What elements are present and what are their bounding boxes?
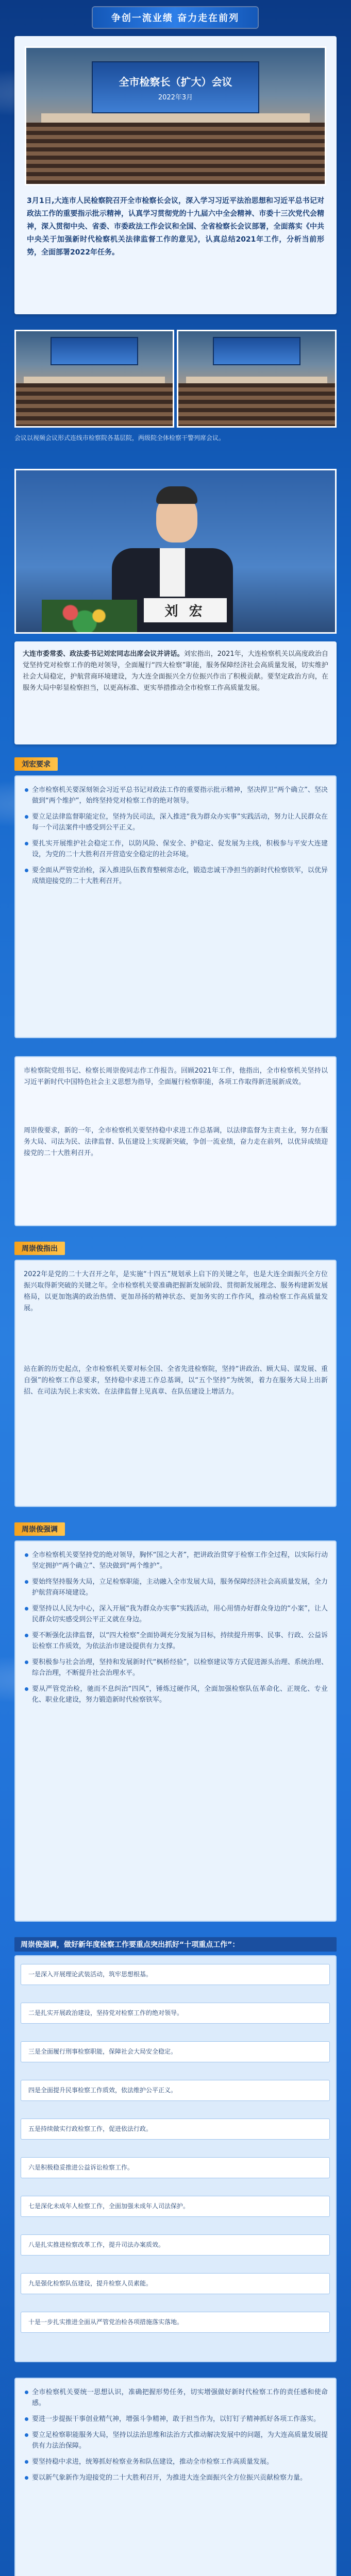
task-item: 九是强化检察队伍建设，提升检察人员素能。 — [21, 2273, 330, 2294]
requirements-card — [14, 775, 337, 1038]
banner-title: 争创一流业绩 奋力走在前列 — [111, 13, 240, 24]
meeting-screen — [51, 337, 138, 365]
list-item: 要从严管党治检，驰而不息纠治“四风”，锤炼过硬作风，全面加强检察队伍革命化、正规化、专业化、职业化建设，努力锻造新时代检察铁军。 — [24, 1684, 328, 1705]
zhou-stressed-list — [24, 1550, 328, 1710]
flowers — [42, 600, 138, 632]
list-item: 要立足检察职能服务大局，坚持以法治思维和法治方式推动解决发展中的问题，为大连高质量发展提供有力法治保障。 — [24, 2430, 328, 2451]
task-item: 七是深化未成年人检察工作，全面加强未成年人司法保护。 — [21, 2196, 330, 2217]
photo-caption: 会议以视频会议形式连线市检察院各基层院，两级院全体检察干警列席会议。 — [14, 434, 225, 442]
section-tag-requirements: 刘宏要求 — [14, 757, 58, 771]
header-banner — [93, 7, 258, 28]
audience-rows — [16, 383, 173, 426]
task-item: 十是一步扎实推进全面从严管党治检各项措施落实落地。 — [21, 2312, 330, 2333]
zhou-stressed-card — [14, 1540, 337, 1922]
list-item: 要全面从严管党治检，深入推进队伍教育整顿常态化，锻造忠诚干净担当的新时代检察铁军，以优异成绩迎接党的二十大胜利召开。 — [24, 865, 328, 887]
section-tag-zhou-pointed: 周崇俊指出 — [14, 1242, 65, 1255]
list-item: 要进一步提振干事创业精气神，增强斗争精神，敢于担当作为，以钉钉子精神抓好各项工作落实。 — [24, 2414, 328, 2425]
list-item: 要积极参与社会治理，坚持和发展新时代“枫桥经验”，以检察建议等方式促进源头治理、系统治理、综合治理，不断提升社会治理水平。 — [24, 1657, 328, 1679]
name-plate: 刘 宏 — [144, 598, 227, 622]
closing-list — [24, 2387, 328, 2488]
meeting-screen — [92, 61, 259, 113]
task-item: 八是扎实推进检察改革工作，提升司法办案质效。 — [21, 2234, 330, 2256]
meeting-screen — [213, 337, 300, 365]
intro-text: 3月1日,大连市人民检察院召开全市检察长会议，深入学习习近平法治思想和习近平总书记对政法工作的重要指示批示精神，认真学习贯彻党的十九届六中全会精神、市委十三次党代会精神，深入贯彻中央、省委、市委政法工作会议和全国、全省检察长会议部署，全面落实《中共中央关于加强新时代检察机关法律监督工作的意见》，认真总结2021年工作，分析当前形势，全面部署2022年任务。 — [27, 197, 324, 257]
task-item: 五是持续做实行政检察工作，促进依法行政。 — [21, 2119, 330, 2140]
review-text-1: 市检察院党组书记、检察长周崇俊同志作工作报告。回顾2021年工作，他指出，全市检察机关坚持以习近平新时代中国特色社会主义思想为指导，全面履行检察职能，各项工作取得新进展新成效。 — [24, 1067, 328, 1086]
screen-date: 2022年3月 — [158, 93, 193, 101]
task-item: 二是扎实开展政治建设，坚持党对检察工作的绝对领导。 — [21, 2003, 330, 2024]
task-item: 四是全面提升民事检察工作质效，依法维护公平正义。 — [21, 2080, 330, 2101]
zhou-pointed-p2: 站在新的历史起点，全市检察机关要对标全国、全省先进检察院，坚持“讲政治、顾大局、谋发展、重自强”的检察工作总要求，坚持稳中求进工作总基调，以“五个坚持”为统领，着力在服务大局上出新招、在司法为民上求实效、在法律监督上见真章、在队伍建设上增活力。 — [24, 1365, 328, 1396]
speech-card — [14, 641, 337, 744]
meeting-photo — [25, 46, 326, 185]
list-item: 要始终坚持服务大局，立足检察职能，主动融入全市发展大局，服务保障经济社会高质量发展，全力护航营商环境建设。 — [24, 1577, 328, 1598]
intro-card — [14, 36, 337, 314]
review-text-2: 周崇俊要求，新的一年，全市检察机关要坚持稳中求进工作总基调，以法律监督为主责主业，努力在服务大局、司法为民、法律监督、队伍建设上实现新突破，争创一流业绩，奋力走在前列，以优异成绩迎接党的二十大胜利召开。 — [24, 1127, 328, 1157]
list-item: 全市检察机关要深刻领会习近平总书记对政法工作的重要指示批示精神，坚决捍卫“两个确立”、坚决做到“两个维护”，始终坚持党对检察工作的绝对领导。 — [24, 785, 328, 806]
task-item: 六是积极稳妥推进公益诉讼检察工作。 — [21, 2157, 330, 2178]
speaker-shirt — [160, 548, 186, 597]
list-item: 要扎实开展维护社会稳定工作，以防风险、保安全、护稳定、促发展为主线，积极参与平安大连建设，为党的二十大胜利召开营造安全稳定的社会环境。 — [24, 838, 328, 860]
meeting-photo-left — [14, 330, 174, 428]
speech-text — [23, 649, 328, 694]
closing-card — [14, 2378, 337, 2576]
list-item: 要坚持稳中求进，统筹抓好检察业务和队伍建设，推动全市检察工作高质量发展。 — [24, 2456, 328, 2467]
audience-rows — [26, 123, 325, 184]
task-item: 三是全面履行刑事检察职能，保障社会大局安全稳定。 — [21, 2041, 330, 2062]
section-tag-ten-tasks: 周崇俊强调，做好新年度检察工作要重点突出抓好“十项重点工作”： — [14, 1937, 337, 1952]
speech-body: 刘宏指出，2021年，大连检察机关以高度政治自觉坚持党对检察工作的绝对领导，全面履行“四大检察”职能，服务保障经济社会高质量发展，切实维护社会大局稳定，护航营商环境建设，为大连全面振兴全方位振兴作出了积极贡献。要坚定政治方向，在服务大局中彰显检察担当，以更高标准、更实举措推动全市检察工作高质量发展。 — [23, 650, 328, 692]
zhou-pointed-p1: 2022年是党的二十大召开之年，是实施“十四五”规划承上启下的关键之年，也是大连全面振兴全方位振兴取得新突破的关键之年。全市检察机关要准确把握新发展阶段、贯彻新发展理念、服务构建新发展格局，以更加饱满的政治热情、更加昂扬的精神状态、更加务实的工作作风，推动检察工作高质量发展。 — [24, 1270, 328, 1312]
audience-rows — [178, 383, 335, 426]
meeting-photo-right — [177, 330, 337, 428]
review-card — [14, 1056, 337, 1226]
screen-title: 全市检察长（扩大）会议 — [119, 75, 232, 88]
list-item: 要立足法律监督职能定位，坚持为民司法，深入推进“我为群众办实事”实践活动，努力让人民群众在每一个司法案件中感受到公平正义。 — [24, 811, 328, 833]
list-item: 要不断强化法律监督，以“四大检察”全面协调充分发展为目标，持续提升刑事、民事、行政、公益诉讼检察工作质效，为依法治市建设提供有力支撑。 — [24, 1630, 328, 1652]
speaker-photo — [14, 469, 337, 634]
list-item: 要以新气象新作为迎接党的二十大胜利召开，为推进大连全面振兴全方位振兴贡献检察力量。 — [24, 2472, 328, 2483]
list-item: 要坚持以人民为中心，深入开展“我为群众办实事”实践活动，用心用情办好群众身边的“小案”，让人民群众切实感受到公平正义就在身边。 — [24, 1603, 328, 1625]
speaker-hair — [156, 486, 197, 504]
list-item: 全市检察机关要统一思想认识，准确把握形势任务，切实增强做好新时代检察工作的责任感和使命感。 — [24, 2387, 328, 2409]
requirements-list — [24, 785, 328, 892]
list-item: 全市检察机关要坚持党的绝对领导，胸怀“国之大者”，把讲政治贯穿于检察工作全过程，以实际行动坚定拥护“两个确立”、坚决做到“两个维护”。 — [24, 1550, 328, 1571]
speech-lead: 大连市委常委、政法委书记刘宏同志出席会议并讲话。 — [23, 650, 184, 658]
task-item: 一是深入开展理论武装活动，筑牢思想根基。 — [21, 1964, 330, 1985]
zhou-pointed-card — [14, 1260, 337, 1507]
section-tag-zhou-stressed: 周崇俊强调 — [14, 1522, 65, 1536]
